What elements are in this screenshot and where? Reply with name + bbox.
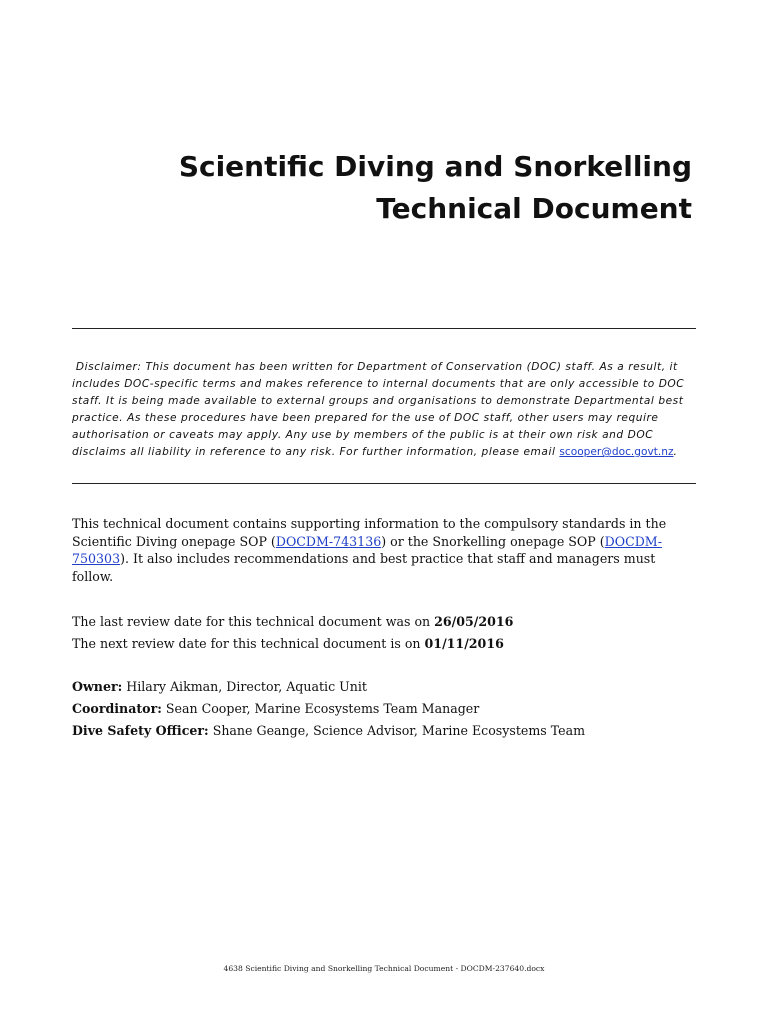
dso-line — [72, 720, 698, 742]
last-review-text: The last review date for this technical document was on — [72, 614, 435, 629]
divider-top — [72, 328, 696, 329]
intro-text-2: ) or the Snorkelling onepage SOP ( — [381, 533, 605, 549]
sop-diving-link[interactable]: DOCDM-743136 — [275, 533, 382, 549]
coordinator-value: Sean Cooper, Marine Ecosystems Team Manager — [161, 701, 480, 716]
owner-label: Owner: — [72, 679, 123, 694]
owner-line — [72, 676, 698, 698]
dso-label: Dive Safety Officer: — [72, 723, 209, 738]
intro-paragraph — [72, 515, 698, 585]
page-footer: 4638 Scientific Diving and Snorkelling Technical Document - DOCDM-237640.docx — [223, 964, 545, 973]
dso-value: Shane Geange, Science Advisor, Marine Ecosystems Team — [208, 723, 586, 738]
title-line-2: Technical Document — [376, 192, 692, 225]
disclaimer-text: Disclaimer: This document has been written for Department of Conservation (DOC) staff. As a result, it includes DOC-specific terms and makes reference to internal documents that are only accessible to DOC staff. It is being made available to external groups and organisations to demonstrate Departmental best practice. As these procedures have been prepared for the use of DOC staff, other users may require authorisation or caveats may apply. Any use by members of the public is at their own risk and DOC disclaims all liability in reference to any risk. For further information, please email — [72, 361, 685, 458]
owner-value: Hilary Aikman, Director, Aquatic Unit — [122, 679, 367, 694]
next-review-text: The next review date for this technical document is on — [72, 636, 425, 651]
coordinator-line — [72, 698, 698, 720]
next-review-date: 01/11/2016 — [424, 636, 504, 651]
email-link[interactable]: scooper@doc.govt.nz — [559, 446, 674, 458]
disclaimer-end: . — [673, 446, 678, 458]
intro-text-3: ). It also includes recommendations and best practice that staff and managers must follow. — [72, 551, 656, 584]
intro-text-1: This technical document contains supporting information to the compulsory standards in the Scientific Diving onepage SOP ( — [72, 516, 667, 549]
next-review-line — [72, 633, 698, 655]
review-dates — [72, 611, 698, 655]
divider-bottom — [72, 483, 696, 484]
title-line-1: Scientific Diving and Snorkelling — [178, 150, 692, 183]
disclaimer — [72, 359, 698, 461]
responsible-people — [72, 676, 698, 742]
document-title — [92, 146, 692, 230]
last-review-date: 26/05/2016 — [434, 614, 514, 629]
last-review-line — [72, 611, 698, 633]
coordinator-label: Coordinator: — [72, 701, 162, 716]
sop-snorkelling-link[interactable]: DOCDM-750303 — [72, 533, 662, 566]
